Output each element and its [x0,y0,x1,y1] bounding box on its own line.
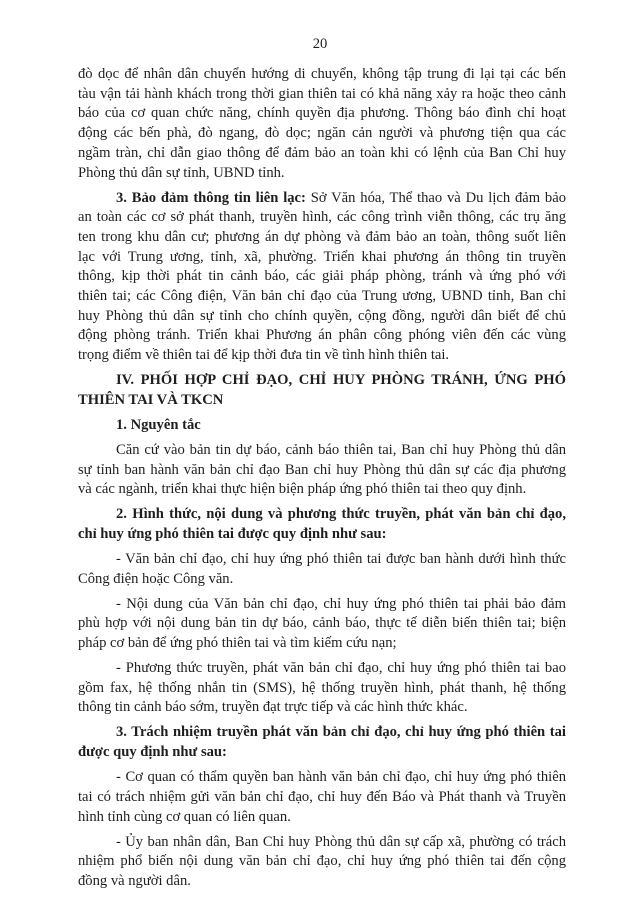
text-line: tàu vận tải hành khách trong thời gian thiên tai có khả năng xảy ra hoặc theo cảnh [78,85,566,102]
text-line: gồm fax, hệ thống nhắn tin (SMS), hệ thống truyền hình, phát thanh, hệ thống [78,679,566,696]
text-line: thiên tai; các Công điện, Văn bản chỉ đạo của Trung ương, UBND tỉnh, Ban chỉ [78,288,566,305]
text-line: - Văn bản chỉ đạo, chỉ huy ứng phó thiên tai được ban hành dưới hình thức [116,550,566,567]
subsection-heading-forms [78,505,566,544]
text-line: và các ngành, triển khai thực hiện biện pháp ứng phó thiên tai theo quy định. [78,481,527,498]
list-item [78,550,566,589]
text-line: ngầm tràn, chỉ dẫn giao thông để đảm bảo an toàn khi có lệnh của Ban Chỉ huy [78,144,566,161]
text-line [78,189,566,209]
text-line: tai có trách nhiệm gửi văn bản chỉ đạo, chỉ huy đến Báo và Phát thanh và Truyền [78,788,566,805]
paragraph-transport-safety [78,65,566,183]
text-line: nhiệm phổ biến nội dung văn bản chỉ đạo, chỉ huy ứng phó thiên tai đến cộng [78,853,566,870]
list-item [78,659,566,718]
page-number: 20 [312,36,328,52]
text-line: sự tỉnh ban hành văn bản chỉ đạo Ban chỉ huy Phòng thủ dân sự các địa phương [78,461,566,478]
list-item [78,595,566,654]
heading-line: 2. Hình thức, nội dung và phương thức truyền, phát văn bản chỉ đạo, [116,506,566,523]
text-line: đò dọc để nhân dân chuyển hướng di chuyển, không tập trung đi lại tại các bến [78,66,566,82]
subsection-heading-responsibilities [78,723,566,762]
subsection-heading: 3. Bảo đảm thông tin liên lạc: [116,189,306,206]
text-line: Phòng thủ dân sự tỉnh, UBND tỉnh. [78,164,285,181]
text-line: - Nội dung của Văn bản chỉ đạo, chỉ huy ứng phó thiên tai phải bảo đảm [116,595,566,612]
paragraph-principles [78,441,566,500]
text-line: huy Phòng thủ dân sự tỉnh cho chính quyền, cộng đồng, người dân biết để chủ [78,307,566,324]
text-line: thông tin cảnh báo sớm, truyền đạt trực tiếp và các hình thức khác. [78,699,468,716]
heading-line: THIÊN TAI VÀ TKCN [78,391,224,408]
heading-line: được quy định như sau: [78,744,227,761]
text-line: báo của cơ quan chức năng, chính quyền địa phương. Thông báo đình chỉ hoạt [78,105,566,122]
text-line: - Cơ quan có thẩm quyền ban hành văn bản chỉ đạo, chỉ huy ứng phó thiên [116,769,566,786]
heading-line: IV. PHỐI HỢP CHỈ ĐẠO, CHỈ HUY PHÒNG TRÁNH, ỨNG PHÓ [116,372,566,389]
list-item [78,833,566,892]
text-line: an toàn các cơ sở phát thanh, truyền hình, các công trình viễn thông, các trụ ăng [78,209,566,226]
text-line: động phòng tránh. Triển khai Phương án phân công phóng viên đến các vùng [78,327,566,344]
heading-line: chỉ huy ứng phó thiên tai được quy định như sau: [78,525,387,542]
text-line: - Ủy ban nhân dân, Ban Chỉ huy Phòng thủ dân sự cấp xã, phường có trách [116,833,566,850]
text-line: Công điện hoặc Công văn. [78,570,234,587]
section-heading-iv [78,371,566,410]
list-item [78,768,566,827]
paragraph-communications [78,189,566,366]
text-run: Sở Văn hóa, Thể thao và Du lịch đảm bảo [310,189,566,206]
text-line: trọng điểm về thiên tai để kịp thời đưa tin về tình hình thiên tai. [78,347,450,364]
text-line: động các bến phà, đò ngang, đò dọc; ngăn cản người và phương tiện qua các [78,125,566,142]
text-line: pháp cơ bản để ứng phó thiên tai và tìm kiếm cứu nạn; [78,635,397,652]
heading-line: 3. Trách nhiệm truyền phát văn bản chỉ đạo, chỉ huy ứng phó thiên tai [116,724,566,741]
text-line: thông, kịp thời phát tin cảnh báo, các giải pháp phòng, tránh và ứng phó với [78,268,566,285]
text-line: lạc với Trung ương, tỉnh, xã, phường. Triển khai phương án thông tin truyền [78,248,566,265]
text-line: - Phương thức truyền, phát văn bản chỉ đạo, chỉ huy ứng phó thiên tai bao [116,660,566,677]
text-line: đồng và người dân. [78,872,191,889]
text-line: ten trong khu dân cư; phương án dự phòng và đảm bảo an toàn, thông suốt liên [78,228,566,245]
document-body [78,65,566,892]
subsection-heading-principles [78,416,566,436]
text-line: phù hợp với nội dung bản tin dự báo, cảnh báo, thực tế diễn biến thiên tai; biện [78,615,566,632]
text-line: hình tỉnh cùng cơ quan có liên quan. [78,808,291,825]
text-line: Căn cứ vào bản tin dự báo, cảnh báo thiên tai, Ban chỉ huy Phòng thủ dân [116,441,566,458]
heading-line: 1. Nguyên tắc [116,416,201,433]
